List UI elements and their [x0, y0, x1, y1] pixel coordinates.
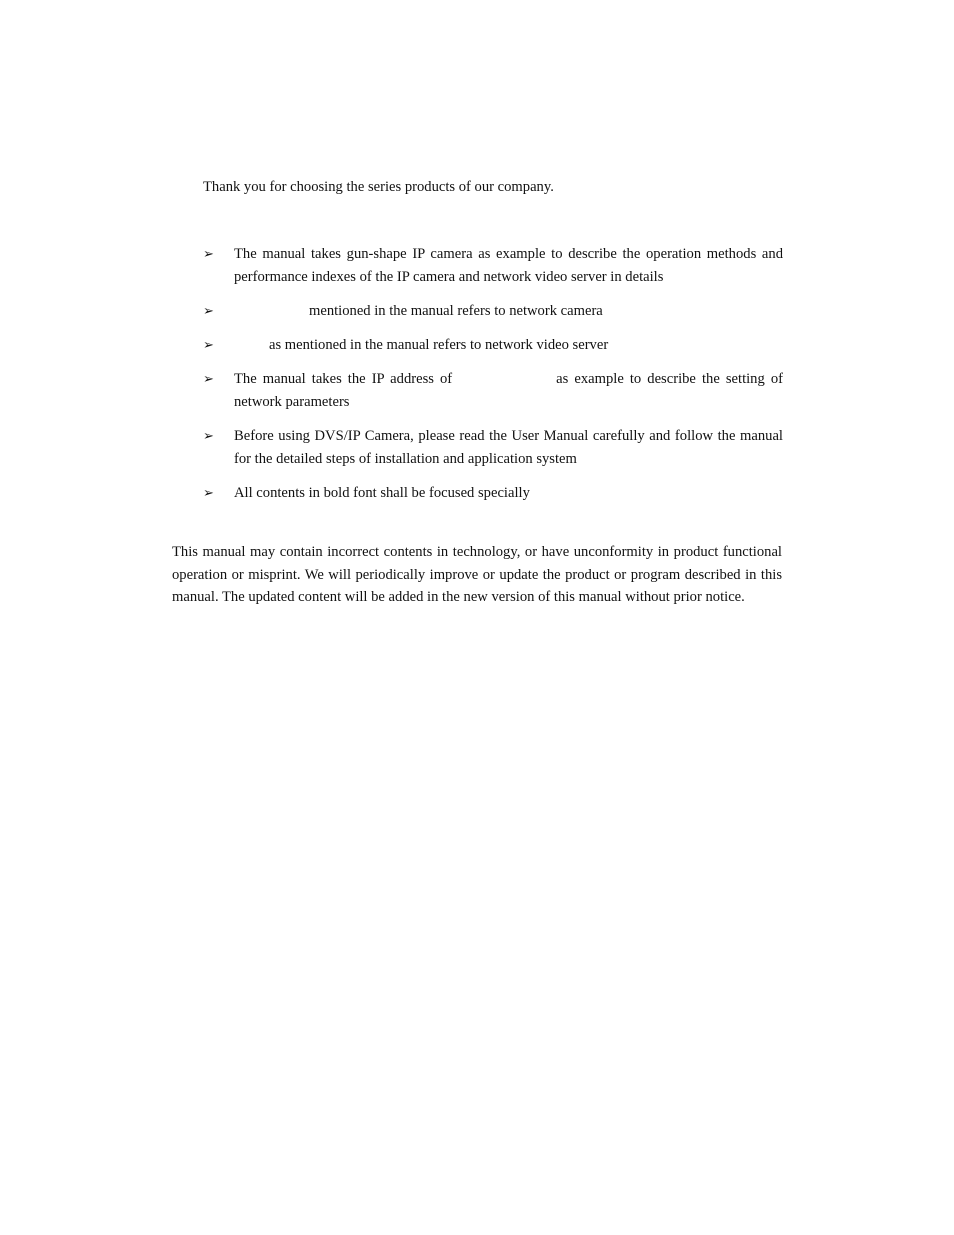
bullet-item-3	[203, 334, 783, 357]
bullet-text-1: The manual takes gun-shape IP camera as example to describe the operation methods and performance indexes of the IP camera and network video server in details	[234, 246, 783, 285]
arrow-bullet-icon: ➢	[203, 486, 214, 501]
arrow-bullet-icon: ➢	[203, 429, 214, 444]
arrow-bullet-icon: ➢	[203, 304, 214, 319]
bullet-text-2: mentioned in the manual refers to network camera	[309, 303, 603, 319]
bullet-item-5	[203, 425, 783, 471]
bullet-text-3: as mentioned in the manual refers to network video server	[269, 337, 609, 353]
bullet-text-5: Before using DVS/IP Camera, please read the User Manual carefully and follow the manual for the detailed steps of installation and application system	[234, 428, 783, 467]
bullet-item-2	[203, 300, 783, 323]
bullet-text-6: All contents in bold font shall be focused specially	[234, 485, 530, 501]
notice-paragraph: This manual may contain incorrect contents in technology, or have unconformity in product functional operation or misprint. We will periodically improve or update the product or program described in this manual. The updated content will be added in the new version of this manual without prior notice.	[172, 544, 782, 606]
bullet-item-4	[203, 368, 783, 414]
intro-paragraph: Thank you for choosing the series products of our company.	[203, 179, 554, 195]
arrow-bullet-icon: ➢	[203, 372, 214, 387]
bullet-item-1	[203, 243, 783, 289]
bullet-text-4-before: The manual takes the IP address of	[234, 371, 453, 387]
bullet-item-6	[203, 482, 783, 505]
arrow-bullet-icon: ➢	[203, 338, 214, 353]
arrow-bullet-icon: ➢	[203, 247, 214, 262]
bullet-text-4-after: as example to describe the setting of network parameters	[234, 371, 783, 410]
bullet-list	[203, 243, 783, 516]
